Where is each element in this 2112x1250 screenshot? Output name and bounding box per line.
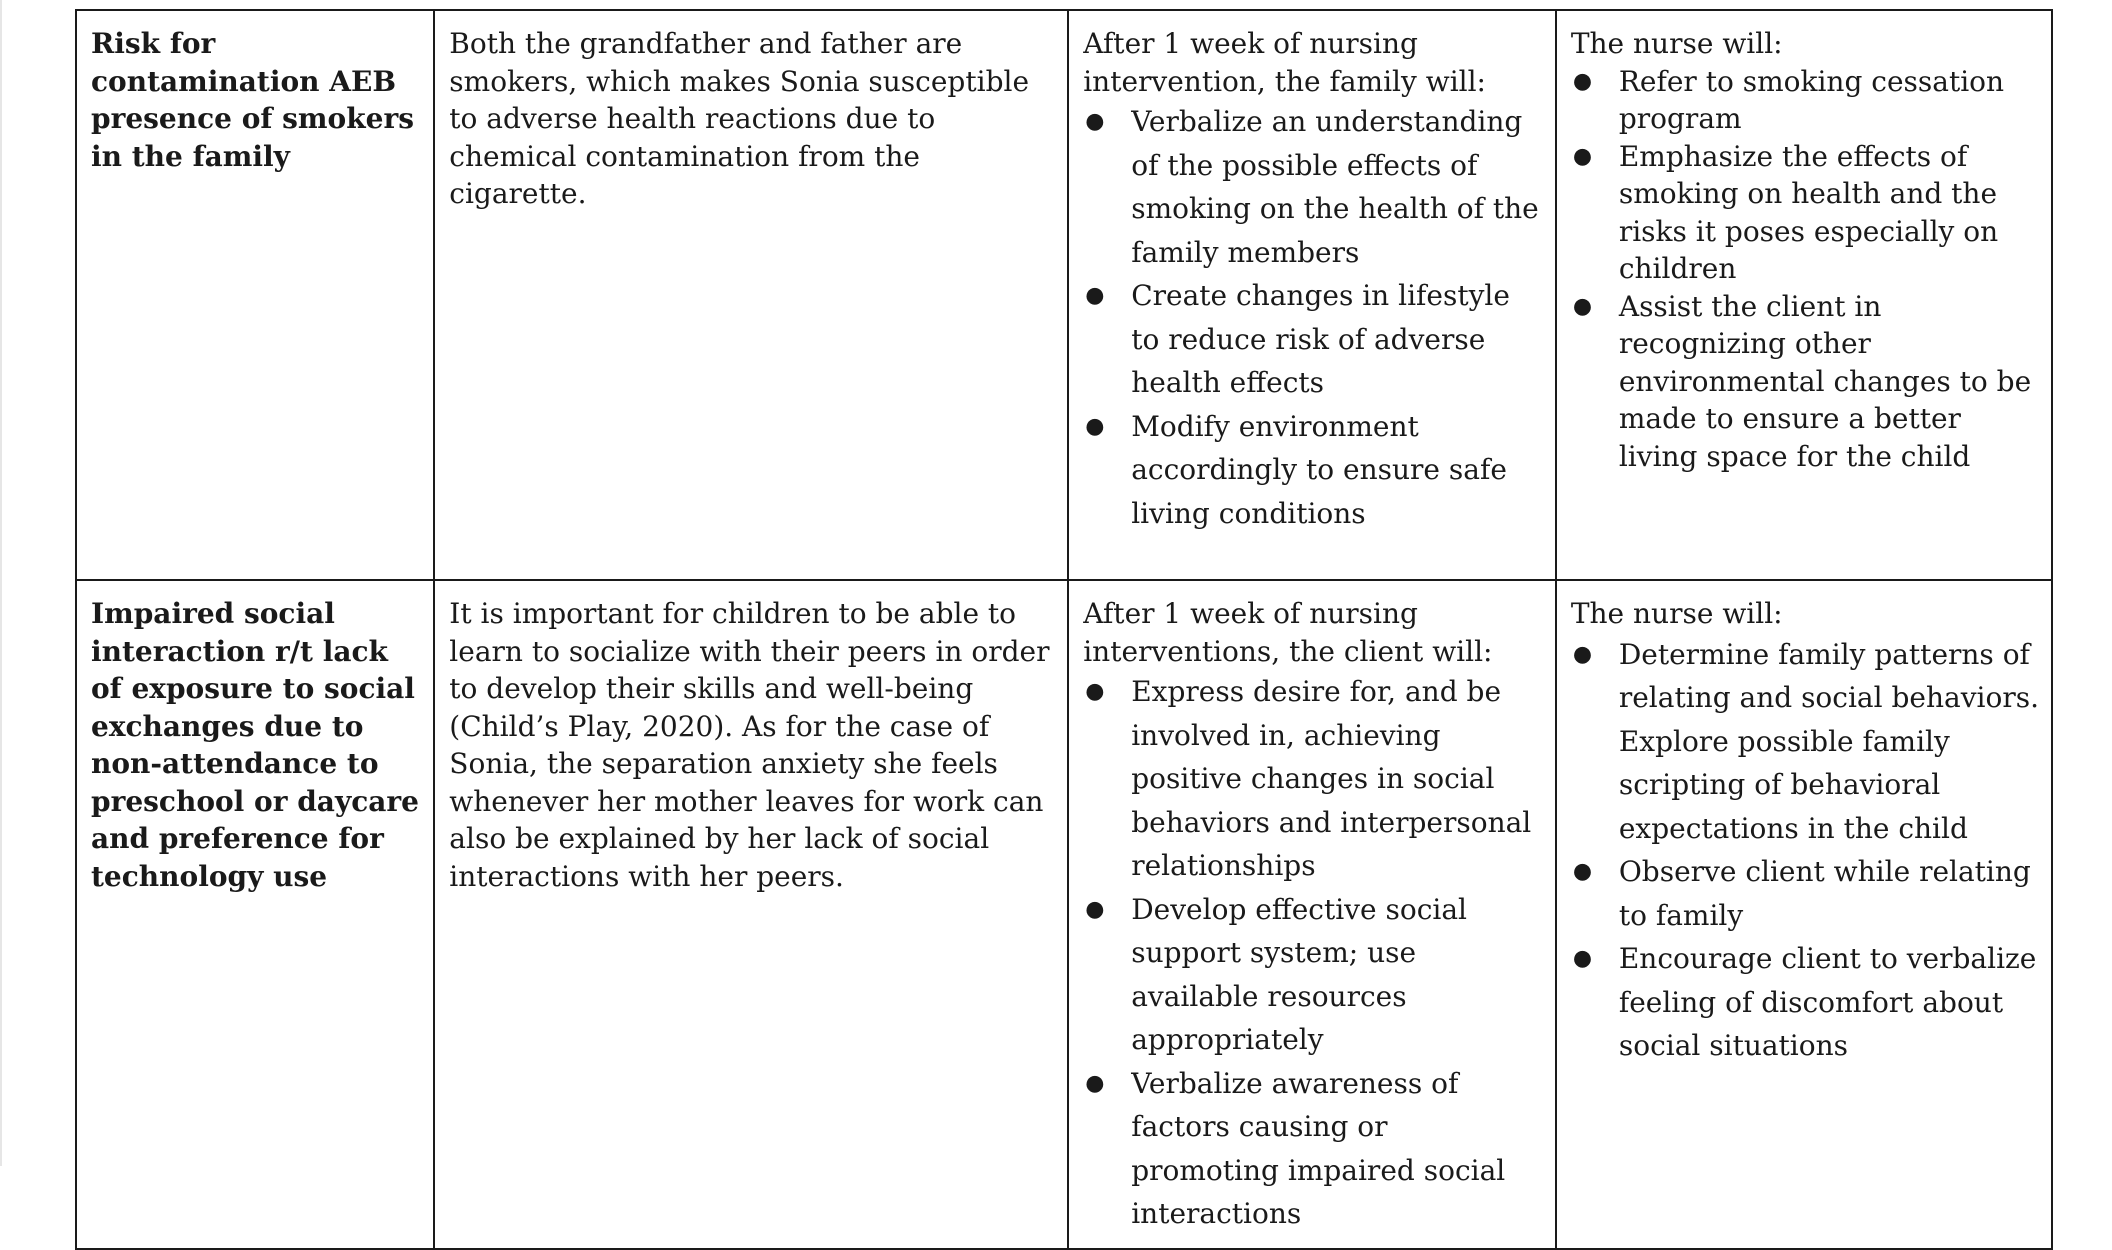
interventions-list <box>1571 63 2039 476</box>
list-item: ● Verbalize awareness of factors causing or promoting impaired social interactions <box>1083 1062 1543 1236</box>
objectives-intro: After 1 week of nursing intervention, the family will: <box>1083 27 1486 98</box>
objectives-intro: After 1 week of nursing interventions, the client will: <box>1083 597 1493 668</box>
nursing-care-plan-table <box>75 9 2053 1250</box>
interventions-cell <box>1556 580 2052 1249</box>
list-item: ● Observe client while relating to family <box>1571 850 2039 937</box>
diagnosis-text: Risk for contamination AEB presence of smokers in the family <box>91 27 414 173</box>
interventions-cell <box>1556 10 2052 580</box>
list-item: ● Create changes in lifestyle to reduce risk of adverse health effects <box>1083 274 1543 405</box>
list-item: ● Verbalize an understanding of the possible effects of smoking on the health of the family members <box>1083 100 1543 274</box>
list-item: ● Encourage client to verbalize feeling of discomfort about social situations <box>1571 937 2039 1068</box>
page-edge-divider <box>0 0 2 1166</box>
objectives-cell <box>1068 580 1556 1249</box>
interventions-intro: The nurse will: <box>1570 597 1783 630</box>
rationale-text: It is important for children to be able to learn to socialize with their peers in order to develop their skills and well-being (Child’s Play, 2020). As for the case of Sonia, the separation anxiety she feels whenever her mother leaves for work can also be explained by her lack of social interactions with her peers. <box>449 597 1050 893</box>
list-item: ● Refer to smoking cessation program <box>1571 63 2039 138</box>
list-item: ● Assist the client in recognizing other environmental changes to be made to ensure a better living space for the child <box>1571 288 2039 476</box>
objectives-cell <box>1068 10 1556 580</box>
table-row <box>76 10 2052 580</box>
list-item: ● Express desire for, and be involved in, achieving positive changes in social behaviors and interpersonal relationships <box>1083 670 1543 888</box>
interventions-intro: The nurse will: <box>1570 27 1783 60</box>
rationale-cell <box>434 10 1068 580</box>
rationale-cell <box>434 580 1068 1249</box>
list-item: ● Develop effective social support system; use available resources appropriately <box>1083 888 1543 1062</box>
objectives-list <box>1083 670 1543 1236</box>
diagnosis-text: Impaired social interaction r/t lack of exposure to social exchanges due to non-attendance to preschool or daycare and preference for technology use <box>91 597 419 893</box>
list-item: ● Determine family patterns of relating and social behaviors. Explore possible family scripting of behavioral expectations in the child <box>1571 633 2039 851</box>
diagnosis-cell <box>76 580 434 1249</box>
objectives-list <box>1083 100 1543 535</box>
diagnosis-cell <box>76 10 434 580</box>
list-item: ● Modify environment accordingly to ensure safe living conditions <box>1083 405 1543 536</box>
list-item: ● Emphasize the effects of smoking on health and the risks it poses especially on children <box>1571 138 2039 288</box>
rationale-text: Both the grandfather and father are smokers, which makes Sonia susceptible to adverse health reactions due to chemical contamination from the cigarette. <box>449 27 1030 210</box>
table-row <box>76 580 2052 1249</box>
interventions-list <box>1571 633 2039 1068</box>
